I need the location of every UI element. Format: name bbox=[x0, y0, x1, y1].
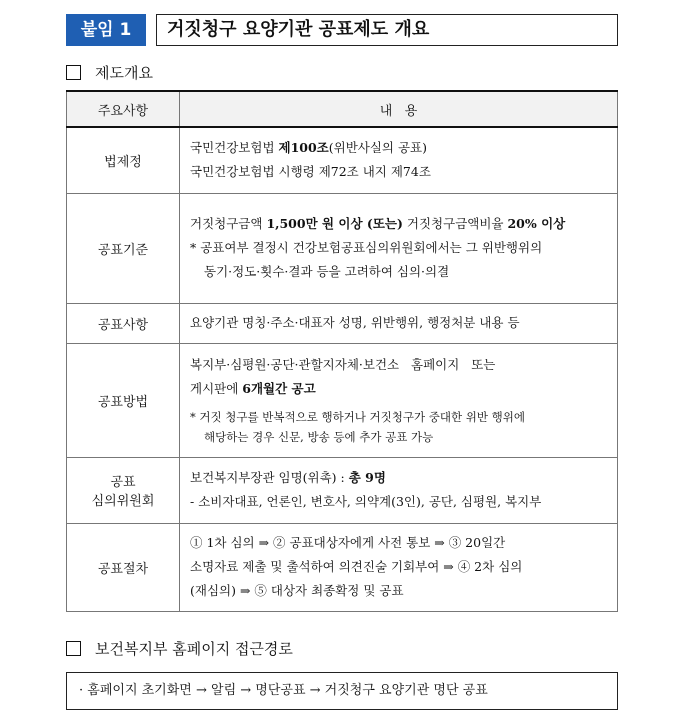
row-content: ① 1차 심의 ⇒ ② 공표대상자에게 사전 통보 ⇒ ③ 20일간 소명자료 제출 및 출석하여 의견진술 기회부여 ⇒ ④ 2차 심의 (재심의) ⇒ ⑤ 대상자 최종확정 및 공표 bbox=[180, 523, 618, 611]
header-content: 내 용 bbox=[180, 91, 618, 127]
section-title: 보건복지부 홈페이지 접근경로 bbox=[95, 640, 293, 658]
table-header-row bbox=[67, 91, 618, 127]
row-label: 공표기준 bbox=[67, 193, 180, 303]
table-row bbox=[67, 457, 618, 523]
section-heading-overview bbox=[66, 62, 153, 83]
section-heading-access bbox=[66, 638, 293, 659]
document-header bbox=[66, 14, 618, 46]
row-label: 법제정 bbox=[67, 127, 180, 193]
row-content: 국민건강보험법 제100조(위반사실의 공표) 국민건강보험법 시행령 제72조 내지 제74조 bbox=[180, 127, 618, 193]
table-row bbox=[67, 303, 618, 343]
row-label: 공표사항 bbox=[67, 303, 180, 343]
table-row bbox=[67, 127, 618, 193]
section-title: 제도개요 bbox=[95, 64, 153, 82]
checkbox-square-icon bbox=[66, 65, 81, 80]
table-row bbox=[67, 523, 618, 611]
row-content: 요양기관 명칭·주소·대표자 성명, 위반행위, 행정처분 내용 등 bbox=[180, 303, 618, 343]
row-label: 공표 심의위원회 bbox=[67, 457, 180, 523]
row-content: 복지부·심평원·공단·관할지자체·보건소 홈페이지 또는 게시판에 6개월간 공고 * 거짓 청구를 반복적으로 행하거나 거짓청구가 중대한 위반 행위에 해당하는 경우 신문, 방송 등에 추가 공표 가능 bbox=[180, 343, 618, 457]
document-title: 거짓청구 요양기관 공표제도 개요 bbox=[156, 14, 618, 46]
access-path-box: · 홈페이지 초기화면 → 알림 → 명단공표 → 거짓청구 요양기관 명단 공표 bbox=[66, 672, 618, 710]
row-content: 거짓청구금액 1,500만 원 이상 (또는) 거짓청구금액비율 20% 이상 * 공표여부 결정시 건강보험공표심의위원회에서는 그 위반행위의 동기·정도·횟수·결과 등을 고려하여 심의·의결 bbox=[180, 193, 618, 303]
checkbox-square-icon bbox=[66, 641, 81, 656]
overview-table bbox=[66, 90, 618, 612]
row-content: 보건복지부장관 임명(위촉) : 총 9명 - 소비자대표, 언론인, 변호사, 의약계(3인), 공단, 심평원, 복지부 bbox=[180, 457, 618, 523]
row-label: 공표절차 bbox=[67, 523, 180, 611]
header-item: 주요사항 bbox=[67, 91, 180, 127]
attachment-badge: 붙임 1 bbox=[66, 14, 146, 46]
row-label: 공표방법 bbox=[67, 343, 180, 457]
table-row bbox=[67, 343, 618, 457]
table-row bbox=[67, 193, 618, 303]
